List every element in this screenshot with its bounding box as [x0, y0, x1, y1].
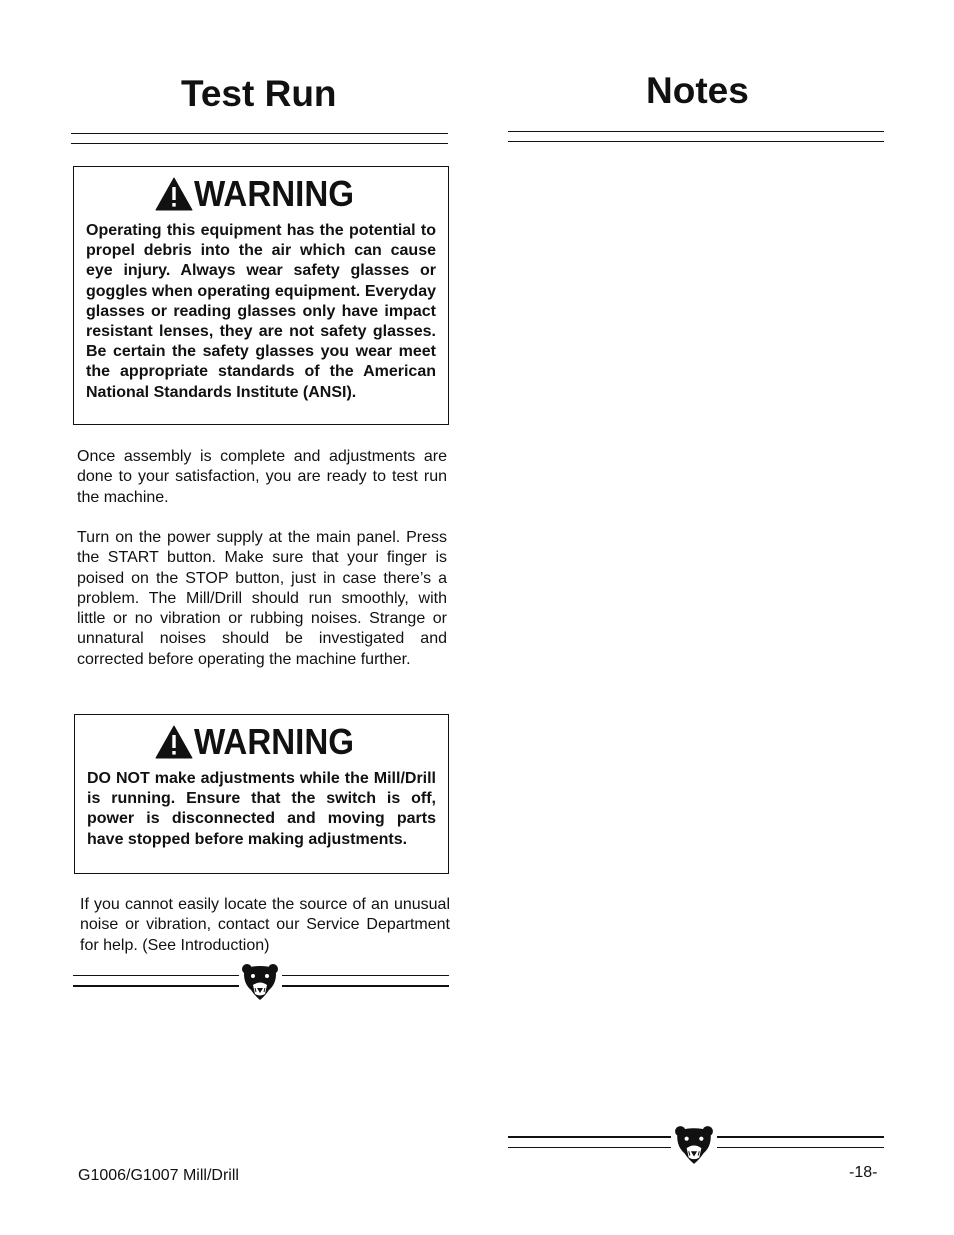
warning-box-adjustments [74, 714, 449, 874]
footer-divider-left-bottom [508, 1147, 671, 1148]
notes-divider-top [508, 131, 884, 132]
title-divider-bottom [71, 143, 448, 144]
bear-head-logo-icon [241, 962, 279, 1002]
warning-triangle-icon [155, 177, 193, 211]
end-divider-left-top [73, 975, 239, 976]
warning-heading: WARNING [194, 721, 355, 762]
notes-divider-bottom [508, 141, 884, 142]
title-divider-top [71, 133, 448, 134]
paragraph-power-on: Turn on the power supply at the main panel. Press the START button. Make sure that your finger is poised on the STOP button, just in case there’s a problem. The Mill/Drill should run smoothly, with little or no vibration or rubbing noises. Strange or unnatural noises should be investigated and corrected before operating the machine further. [77, 529, 447, 668]
footer-divider-right-bottom [717, 1147, 884, 1148]
bear-head-logo-icon [674, 1124, 714, 1166]
footer-page-number: -18- [849, 1164, 878, 1181]
warning-box-eye-protection [73, 166, 449, 425]
warning-triangle-icon [155, 725, 193, 759]
page-title-notes: Notes [646, 70, 749, 111]
warning-text: Operating this equipment has the potential to propel debris into the air which can cause eye injury. Always wear safety glasses or goggles when operating equipment. Everyday glasses or reading glasses only have impact resistant lenses, they are not safety glasses. Be certain the safety glasses you wear meet the appropriate standards of the American National Standards Institute (ANSI). [86, 222, 436, 401]
footer-divider-right-top [717, 1136, 884, 1138]
warning-heading: WARNING [193, 173, 354, 214]
paragraph-service-contact: If you cannot easily locate the source of an unusual noise or vibration, contact our Service Department for help. (See Introduction) [80, 896, 450, 954]
end-divider-right-top [282, 975, 449, 976]
warning-header [86, 171, 436, 217]
end-divider-right-bottom [282, 985, 449, 987]
page-title-test-run: Test Run [181, 73, 337, 114]
footer-model-name: G1006/G1007 Mill/Drill [78, 1167, 239, 1184]
end-divider-left-bottom [73, 985, 239, 987]
paragraph-assembly-complete: Once assembly is complete and adjustments are done to your satisfaction, you are ready to test run the machine. [77, 448, 447, 506]
warning-header [87, 719, 436, 765]
warning-text: DO NOT make adjustments while the Mill/Drill is running. Ensure that the switch is off, power is disconnected and moving parts have stopped before making adjustments. [87, 770, 436, 848]
footer-divider-left-top [508, 1136, 671, 1138]
